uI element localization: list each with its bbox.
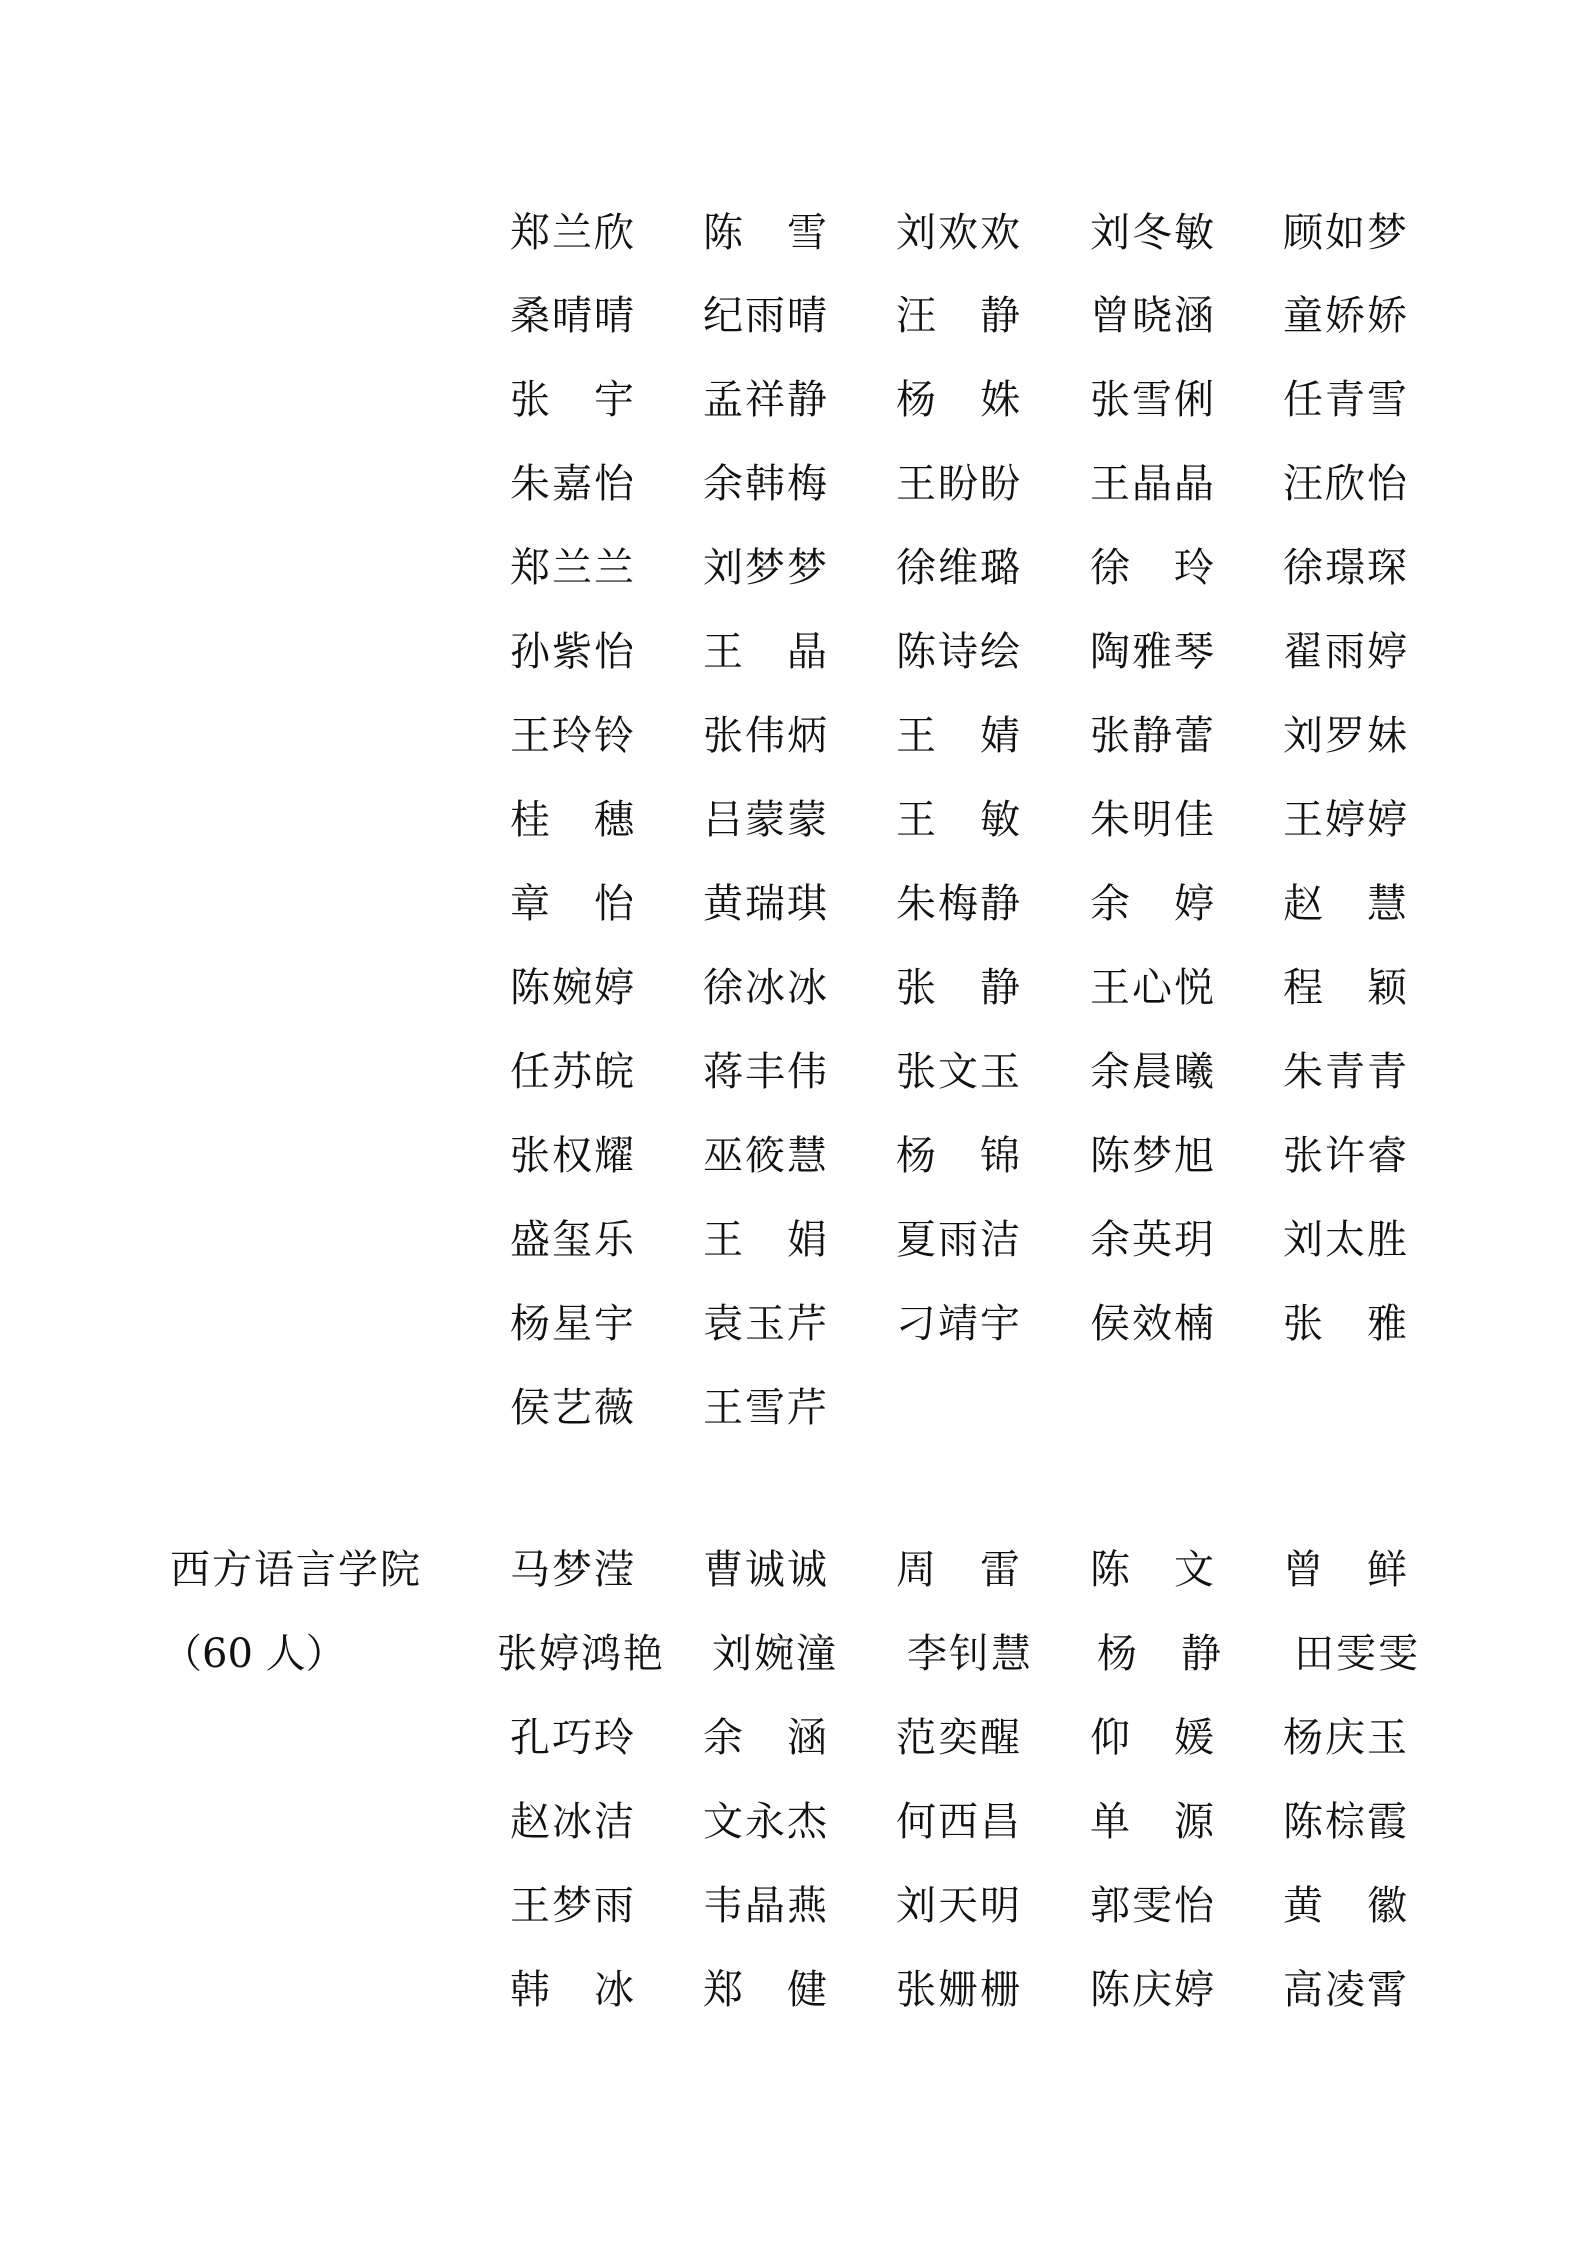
student-name: 张伟炳: [703, 713, 829, 759]
student-name: 陶雅琴: [1090, 629, 1216, 675]
name-row: [0, 706, 1587, 766]
name-row: [0, 1624, 1587, 1684]
student-name: 王晶晶: [1090, 461, 1216, 507]
student-name: 陈婉婷: [510, 965, 636, 1011]
student-name: 余晨曦: [1090, 1049, 1216, 1095]
name-row: [0, 874, 1587, 934]
student-name: 余 婷: [1090, 881, 1216, 927]
student-name: 杨 静: [1097, 1631, 1223, 1677]
name-row: [0, 370, 1587, 430]
student-name: 赵 慧: [1283, 881, 1409, 927]
student-name: 赵冰洁: [510, 1799, 636, 1845]
name-row: [0, 1708, 1587, 1768]
name-row: [0, 538, 1587, 598]
student-name: 任苏皖: [510, 1049, 636, 1095]
student-name: 朱明佳: [1090, 797, 1216, 843]
student-name: 王心悦: [1090, 965, 1216, 1011]
student-name: 郑 健: [703, 1967, 829, 2013]
student-name: 张静蕾: [1090, 713, 1216, 759]
student-name: 陈 雪: [703, 210, 829, 256]
name-row: [0, 790, 1587, 850]
name-row: [0, 1876, 1587, 1936]
student-name: 仰 媛: [1090, 1715, 1216, 1761]
student-name: 王 娟: [703, 1217, 829, 1263]
student-name: 孔巧玲: [510, 1715, 636, 1761]
student-name: 王婷婷: [1283, 797, 1409, 843]
student-name: 徐维璐: [896, 545, 1022, 591]
student-name: 孟祥静: [703, 377, 829, 423]
student-name: 章 怡: [510, 881, 636, 927]
student-name: 王玲铃: [510, 713, 636, 759]
student-name: 巫筱慧: [703, 1133, 829, 1179]
student-name: 杨星宇: [510, 1301, 636, 1347]
student-name: 程 颖: [1283, 965, 1409, 1011]
student-name: 张 雅: [1283, 1301, 1409, 1347]
name-row: [0, 1042, 1587, 1102]
student-name: 徐冰冰: [703, 965, 829, 1011]
student-name: 周 雷: [896, 1547, 1022, 1593]
student-name: 张 宇: [510, 377, 636, 423]
student-name: 陈诗绘: [896, 629, 1022, 675]
student-name: 陈棕霞: [1283, 1799, 1409, 1845]
name-row: [0, 286, 1587, 346]
student-name: 汪欣怡: [1283, 461, 1409, 507]
student-name: 黄瑞琪: [703, 881, 829, 927]
student-name: 王梦雨: [510, 1883, 636, 1929]
student-name: 袁玉芹: [703, 1301, 829, 1347]
student-name: 张雪俐: [1090, 377, 1216, 423]
student-name: 陈 文: [1090, 1547, 1216, 1593]
student-name: 刘冬敏: [1090, 210, 1216, 256]
student-name: 徐璟琛: [1283, 545, 1409, 591]
student-name: 吕蒙蒙: [703, 797, 829, 843]
name-row: [0, 1294, 1587, 1354]
student-name: 桑晴晴: [510, 293, 636, 339]
student-name: 汪 静: [896, 293, 1022, 339]
department-count: （60 人）: [162, 1631, 346, 1677]
student-name: 杨庆玉: [1283, 1715, 1409, 1761]
student-name: 桂 穗: [510, 797, 636, 843]
student-name: 徐 玲: [1090, 545, 1216, 591]
student-name: 盛玺乐: [510, 1217, 636, 1263]
student-name: 韦晶燕: [703, 1883, 829, 1929]
student-name: 童娇娇: [1283, 293, 1409, 339]
student-name: 余英玥: [1090, 1217, 1216, 1263]
student-name: 张许睿: [1283, 1133, 1409, 1179]
student-name: 刁靖宇: [896, 1301, 1022, 1347]
student-name: 单 源: [1090, 1799, 1216, 1845]
student-name: 陈梦旭: [1090, 1133, 1216, 1179]
student-name: 刘婉潼: [712, 1631, 838, 1677]
student-name: 刘天明: [896, 1883, 1022, 1929]
student-name: 曹诚诚: [703, 1547, 829, 1593]
student-name: 杨 姝: [896, 377, 1022, 423]
student-name: 陈庆婷: [1090, 1967, 1216, 2013]
name-row: [0, 1792, 1587, 1852]
student-name: 范奕醒: [896, 1715, 1022, 1761]
student-name: 高凌霄: [1283, 1967, 1409, 2013]
student-name: 郑兰欣: [510, 210, 636, 256]
student-name: 余韩梅: [703, 461, 829, 507]
name-row: [0, 454, 1587, 514]
student-name: 何西昌: [896, 1799, 1022, 1845]
name-row: [0, 622, 1587, 682]
name-row: [0, 203, 1587, 263]
student-name: 刘太胜: [1283, 1217, 1409, 1263]
student-name: 张姗栅: [896, 1967, 1022, 2013]
student-name: 刘梦梦: [703, 545, 829, 591]
student-name: 张 静: [896, 965, 1022, 1011]
name-row: [0, 1210, 1587, 1270]
student-name: 黄 徽: [1283, 1883, 1409, 1929]
department-name: 西方语言学院: [170, 1547, 422, 1593]
student-name: 曾晓涵: [1090, 293, 1216, 339]
student-name: 任青雪: [1283, 377, 1409, 423]
name-row: [0, 1540, 1587, 1600]
student-name: 朱青青: [1283, 1049, 1409, 1095]
student-name: 朱嘉怡: [510, 461, 636, 507]
student-name: 顾如梦: [1283, 210, 1409, 256]
student-name: 郑兰兰: [510, 545, 636, 591]
student-name: 王 晶: [703, 629, 829, 675]
student-name: 杨 锦: [896, 1133, 1022, 1179]
name-row: [0, 958, 1587, 1018]
student-name: 张文玉: [896, 1049, 1022, 1095]
student-name: 王盼盼: [896, 461, 1022, 507]
student-name: 韩 冰: [510, 1967, 636, 2013]
student-name: 张权耀: [510, 1133, 636, 1179]
name-row: [0, 1126, 1587, 1186]
student-name: 刘欢欢: [896, 210, 1022, 256]
name-row: [0, 1960, 1587, 2020]
student-name: 郭雯怡: [1090, 1883, 1216, 1929]
student-name: 翟雨婷: [1283, 629, 1409, 675]
student-name: 纪雨晴: [703, 293, 829, 339]
student-name: 朱梅静: [896, 881, 1022, 927]
student-name: 余 涵: [703, 1715, 829, 1761]
student-name: 田雯雯: [1294, 1631, 1420, 1677]
student-name: 孙紫怡: [510, 629, 636, 675]
student-name: 曾 鲜: [1283, 1547, 1409, 1593]
student-name: 侯艺薇: [510, 1385, 636, 1431]
student-name: 王 敏: [896, 797, 1022, 843]
student-name: 刘罗妹: [1283, 713, 1409, 759]
student-name: 王雪芹: [703, 1385, 829, 1431]
student-name: 李钊慧: [907, 1631, 1033, 1677]
student-name: 马梦滢: [510, 1547, 636, 1593]
student-name: 侯效楠: [1090, 1301, 1216, 1347]
student-name: 文永杰: [703, 1799, 829, 1845]
student-name: 蒋丰伟: [703, 1049, 829, 1095]
student-name: 夏雨洁: [896, 1217, 1022, 1263]
student-name: 张婷鸿艳: [497, 1631, 665, 1677]
name-row: [0, 1378, 1587, 1438]
student-name: 王 婧: [896, 713, 1022, 759]
